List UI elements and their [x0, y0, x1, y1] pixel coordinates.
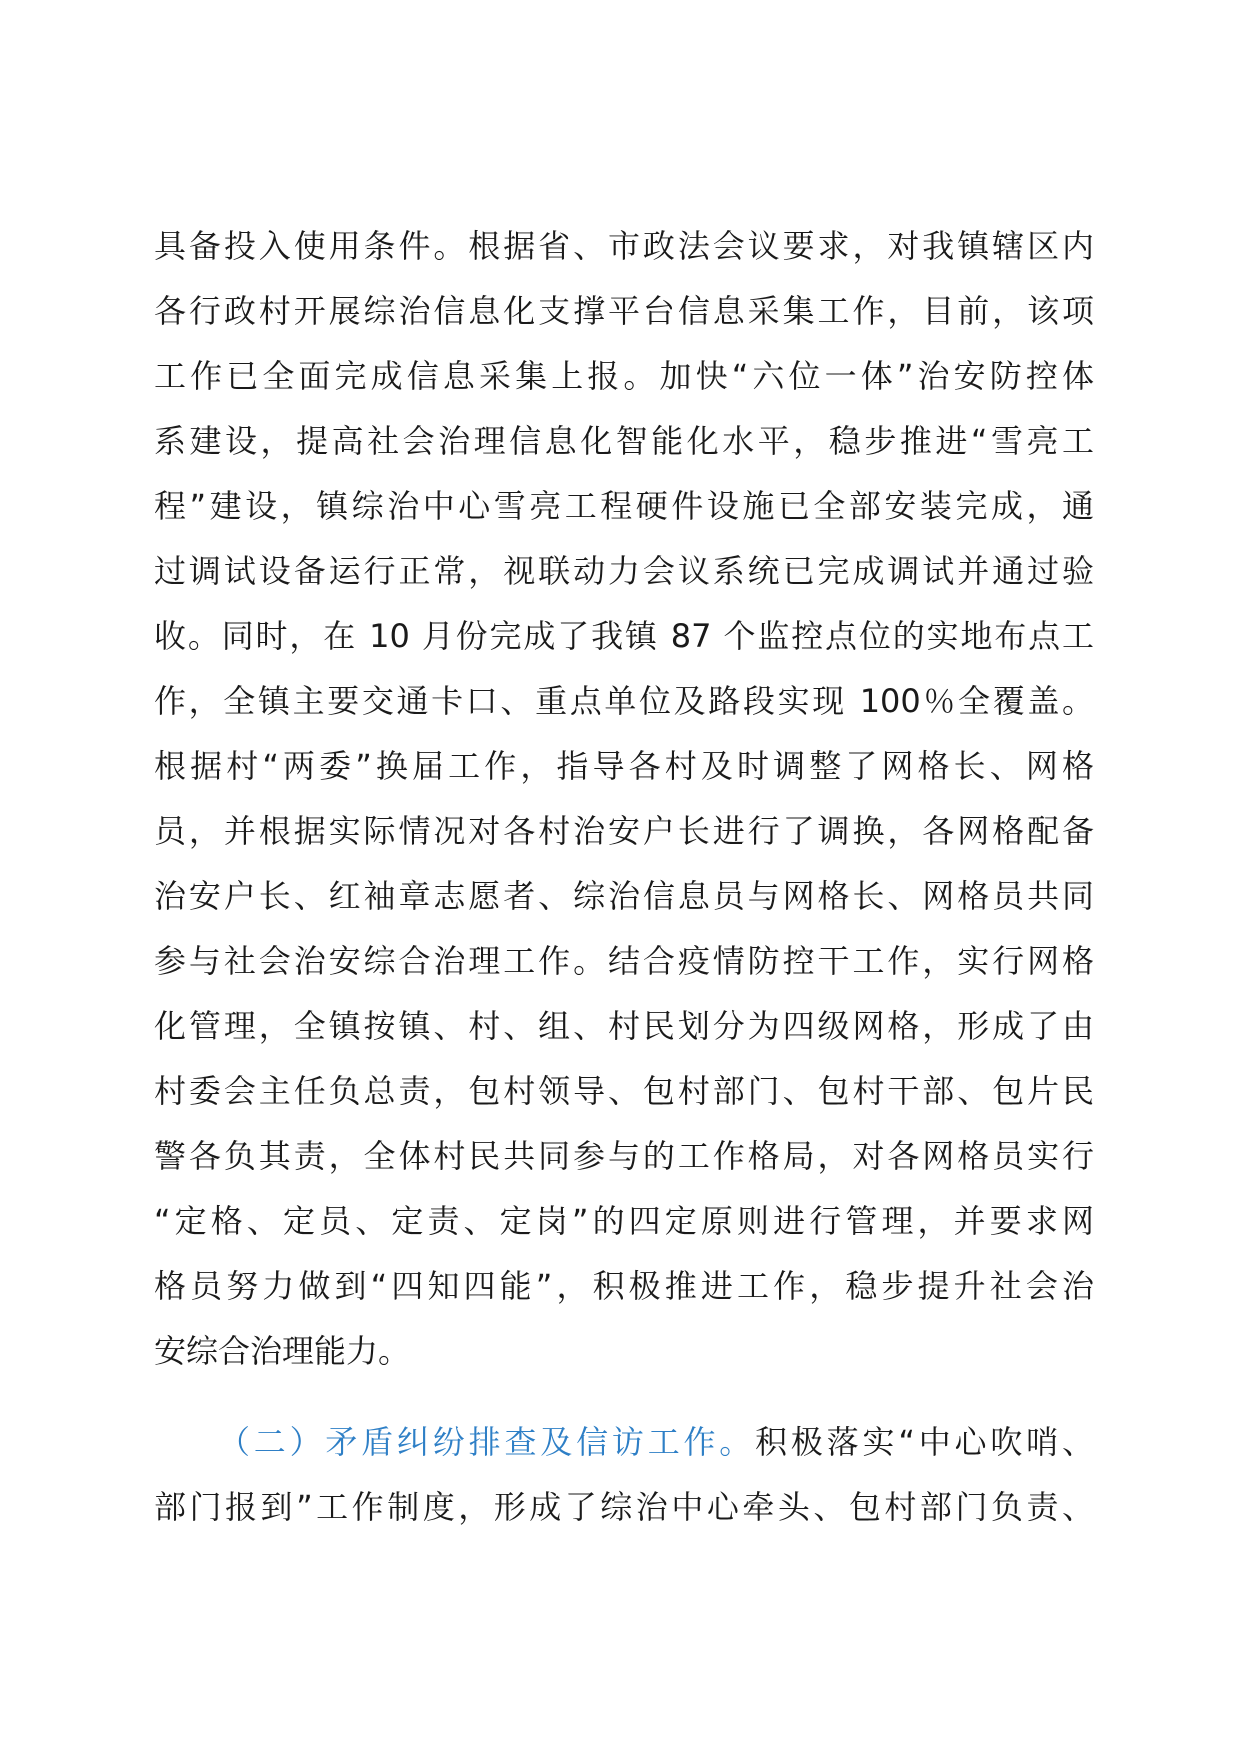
paragraph-line: 系建设，提高社会治理信息化智能化水平，稳步推进“雪亮工 — [154, 422, 1094, 460]
paragraph-line: 参与社会治安综合治理工作。结合疫情防控干工作，实行网格 — [154, 942, 1094, 980]
paragraph-line: 警各负其责，全体村民共同参与的工作格局，对各网格员实行 — [154, 1137, 1094, 1175]
paragraph-line: 根据村“两委”换届工作，指导各村及时调整了网格长、网格 — [154, 747, 1094, 785]
paragraph-line: 过调试设备运行正常，视联动力会议系统已完成调试并通过验 — [154, 552, 1094, 590]
paragraph-line: 部门报到”工作制度，形成了综治中心牵头、包村部门负责、 — [154, 1488, 1094, 1526]
section-heading: （二）矛盾纠纷排查及信访工作。 — [218, 1423, 756, 1461]
section-first-line — [154, 1410, 1094, 1475]
paragraph-line: 员，并根据实际情况对各村治安户长进行了调换，各网格配备 — [154, 812, 1094, 850]
section-lead-text: 积极落实“中心吹哨、 — [755, 1423, 1094, 1461]
paragraph-line: 治安户长、红袖章志愿者、综治信息员与网格长、网格员共同 — [154, 877, 1094, 915]
paragraph-line: 程”建设，镇综治中心雪亮工程硬件设施已全部安装完成，通 — [154, 487, 1094, 525]
paragraph-line: 村委会主任负总责，包村领导、包村部门、包村干部、包片民 — [154, 1072, 1094, 1110]
paragraph-line: 收。同时，在 10 月份完成了我镇 87 个监控点位的实地布点工 — [154, 617, 1094, 655]
paragraph-line: 工作已全面完成信息采集上报。加快“六位一体”治安防控体 — [154, 357, 1094, 395]
section-paragraph — [154, 1410, 1094, 1540]
paragraph-line: 作，全镇主要交通卡口、重点单位及路段实现 100％全覆盖。 — [154, 682, 1094, 720]
paragraph-line: 各行政村开展综治信息化支撑平台信息采集工作，目前，该项 — [154, 292, 1094, 330]
paragraph-line: 具备投入使用条件。根据省、市政法会议要求，对我镇辖区内 — [154, 227, 1094, 265]
body-paragraph — [154, 214, 1094, 1384]
paragraph-line: 化管理，全镇按镇、村、组、村民划分为四级网格，形成了由 — [154, 1007, 1094, 1045]
paragraph-line: 格员努力做到“四知四能”，积极推进工作，稳步提升社会治 — [154, 1267, 1094, 1305]
paragraph-line: “定格、定员、定责、定岗”的四定原则进行管理，并要求网 — [154, 1202, 1094, 1240]
paragraph-line: 安综合治理能力。 — [154, 1332, 411, 1370]
